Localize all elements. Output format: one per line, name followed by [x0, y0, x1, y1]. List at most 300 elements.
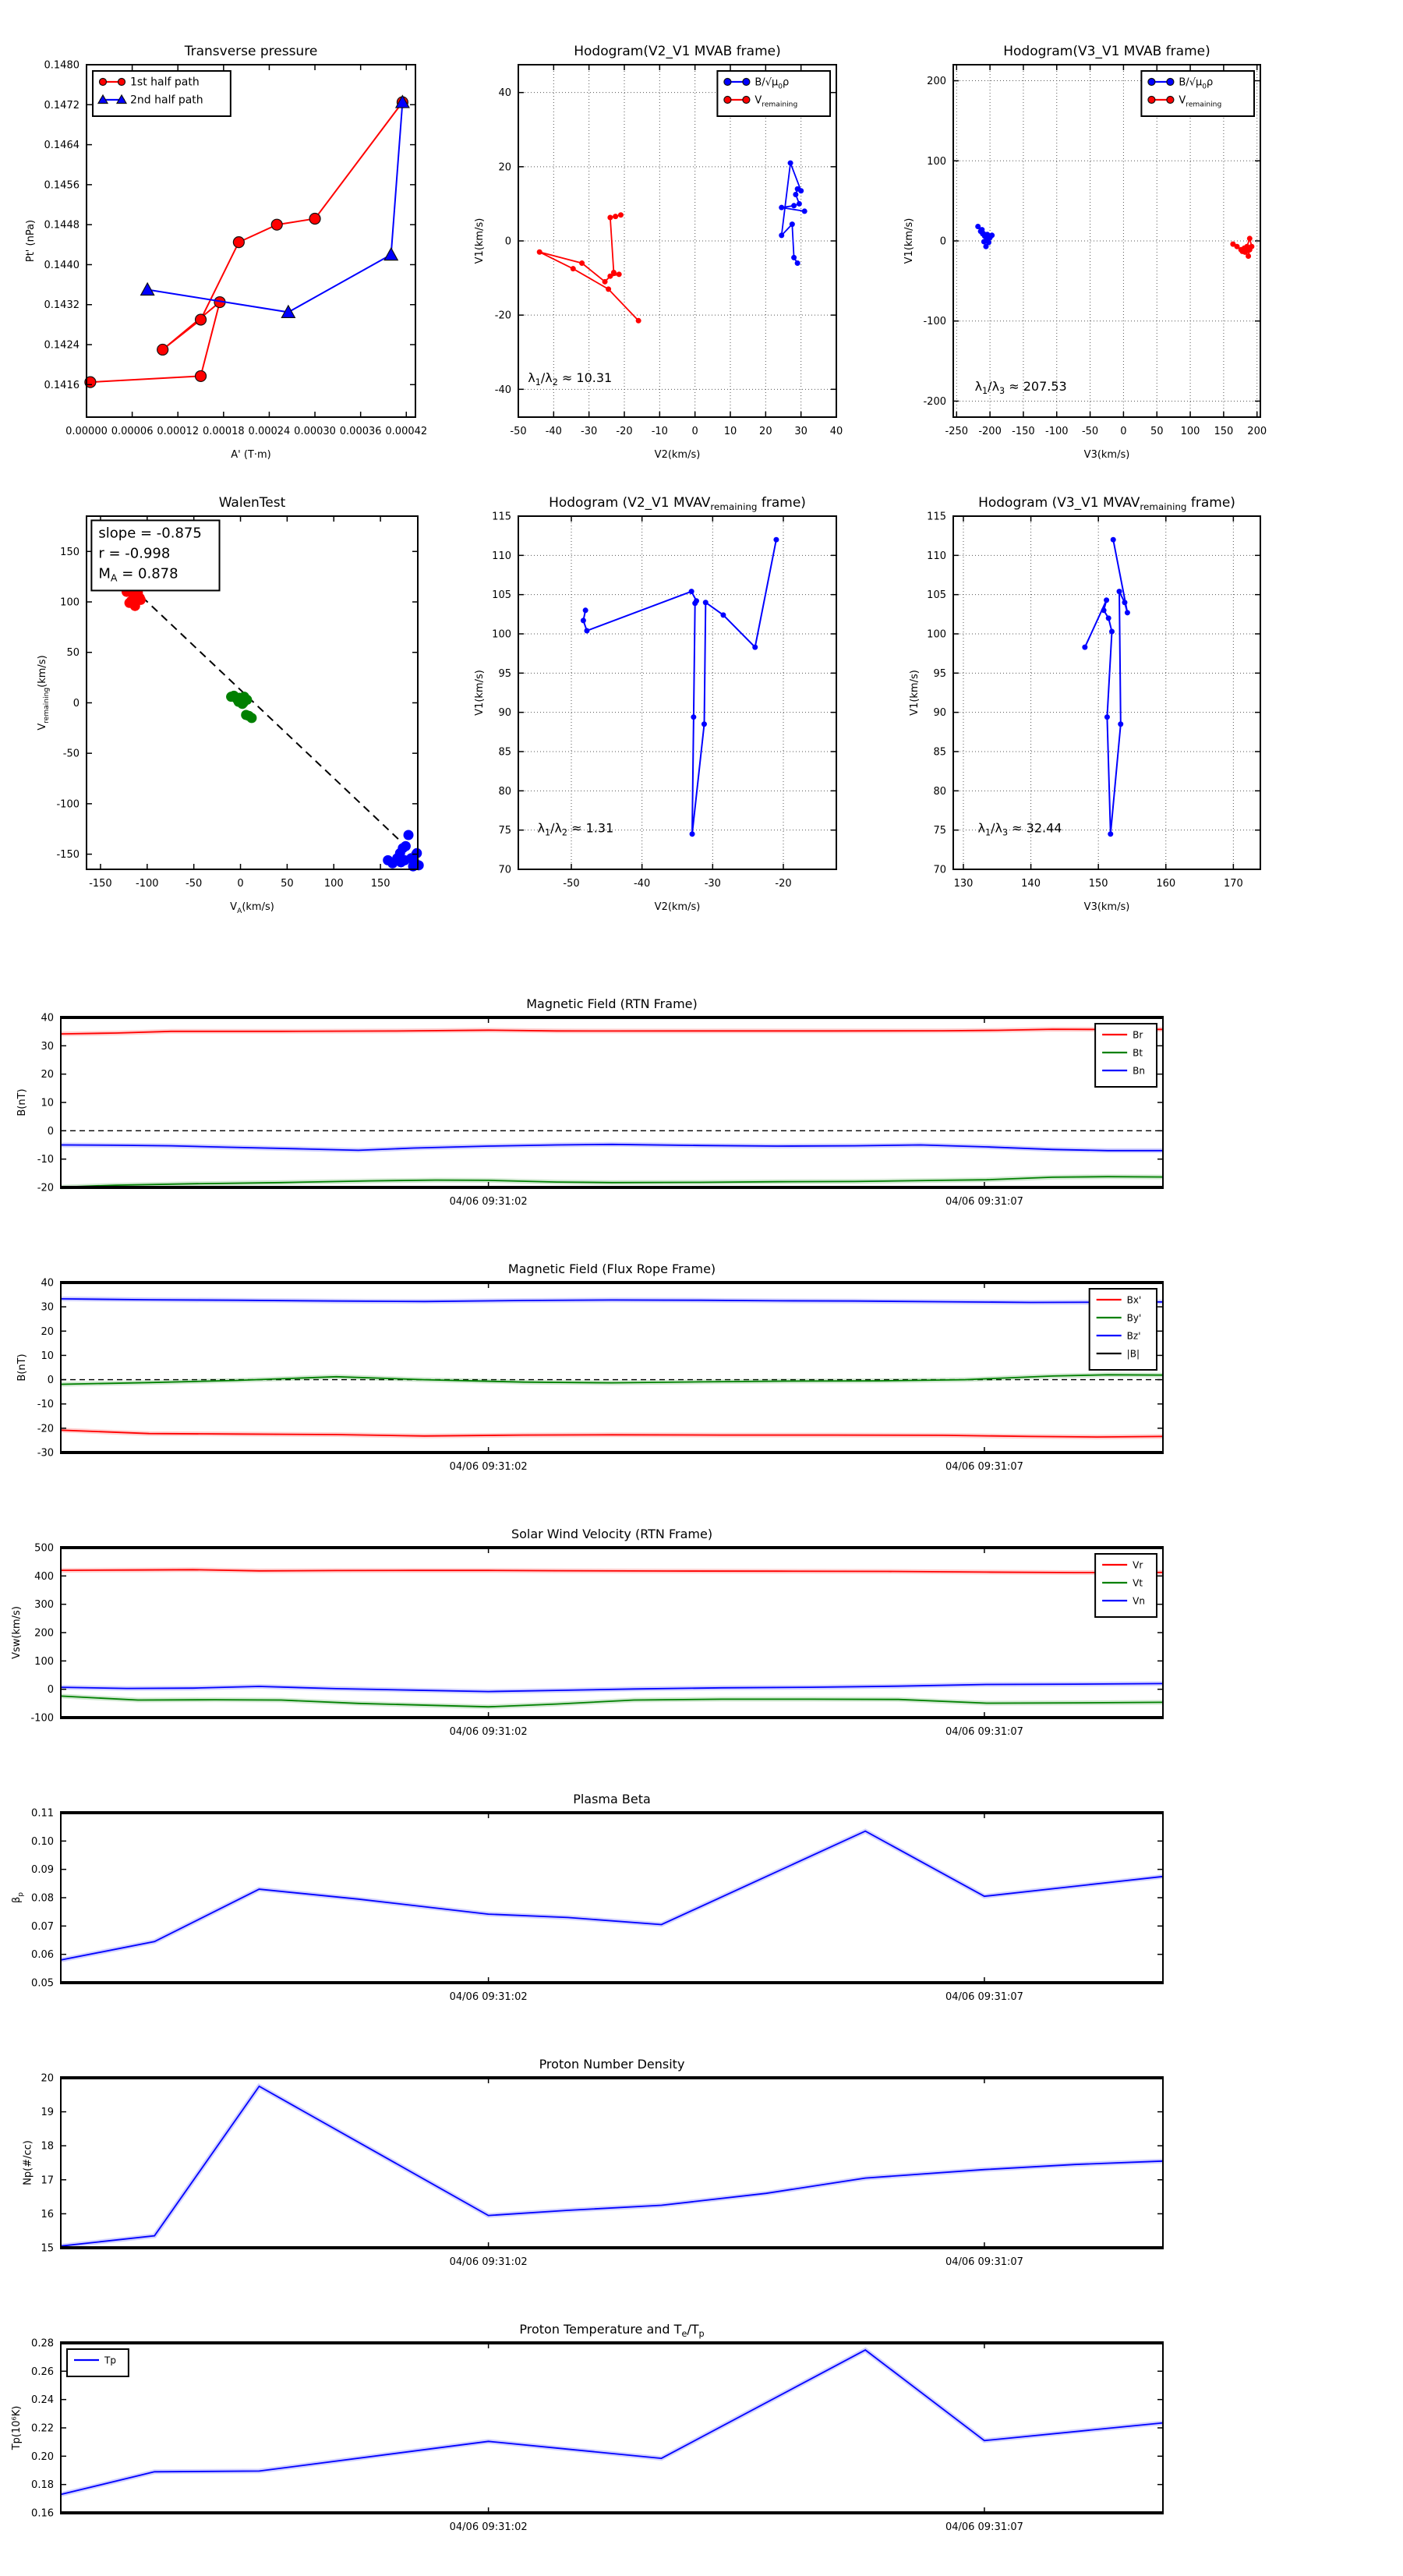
data-point-marker: [1148, 97, 1155, 104]
data-point-marker: [788, 161, 793, 166]
y-tick-label: 0.11: [31, 1807, 54, 1820]
data-point-marker: [797, 201, 802, 207]
x-tick-label: 200: [1247, 426, 1267, 437]
panel-hodogram-v2v1-mvav: [474, 495, 836, 913]
y-axis-label: V1(km/s): [474, 218, 486, 264]
y-tick-label: 80: [498, 785, 511, 798]
y-tick-label: -100: [56, 798, 80, 811]
data-point-marker: [607, 215, 613, 221]
x-tick-label: 50: [281, 878, 294, 890]
axes-frame: [61, 1813, 1163, 1983]
y-axis-label: Tp(10⁶K): [10, 2405, 23, 2450]
data-point-marker: [246, 713, 256, 723]
y-tick-label: 95: [498, 667, 511, 680]
x-tick-label: 0.00006: [111, 426, 154, 437]
y-tick-label: 100: [60, 596, 80, 609]
y-tick-label: 0.1424: [44, 339, 80, 352]
data-point-marker: [795, 186, 800, 192]
data-point-marker: [791, 203, 797, 208]
stats-line: slope = -0.875: [98, 525, 202, 542]
series-glow-beta-p: [61, 1831, 1163, 1960]
data-point-marker: [1239, 249, 1245, 254]
panel-title: Proton Temperature and $T_e/T_p$: [519, 2322, 705, 2339]
y-tick-label: 0: [47, 1684, 54, 1697]
data-point-marker: [1167, 79, 1174, 86]
y-tick-label: 19: [41, 2107, 54, 2119]
y-tick-label: 0: [47, 1375, 54, 1387]
x-tick-label: -50: [510, 426, 527, 437]
y-tick-label: 95: [933, 667, 946, 680]
x-tick-label: 04/06 09:31:02: [449, 1196, 528, 1208]
x-tick-label: 100: [1180, 426, 1200, 437]
y-tick-label: 115: [492, 511, 511, 523]
legend-label: 1st half path: [130, 76, 200, 89]
x-tick-label: 04/06 09:31:07: [945, 2256, 1023, 2268]
data-point-marker: [404, 830, 414, 840]
y-tick-label: 75: [933, 825, 946, 837]
x-axis-label: V3(km/s): [1083, 901, 1130, 913]
axes-frame: [518, 516, 836, 869]
x-tick-label: 0.00018: [202, 426, 245, 437]
series-V-path: [583, 540, 776, 833]
y-tick-label: 80: [933, 785, 946, 798]
data-point-marker: [720, 612, 726, 617]
data-point-marker: [1109, 628, 1115, 634]
data-point-marker: [981, 239, 987, 245]
data-point-marker: [743, 79, 750, 86]
data-point-marker: [791, 255, 797, 260]
axes-frame: [87, 65, 415, 417]
y-tick-label: 0.08: [31, 1892, 54, 1905]
legend: [1141, 71, 1254, 116]
y-tick-label: 0.1456: [44, 179, 80, 192]
data-point-marker: [239, 698, 249, 708]
y-tick-label: 85: [933, 746, 946, 759]
y-tick-label: 0.10: [31, 1835, 54, 1848]
y-tick-label: 30: [41, 1040, 54, 1053]
y-tick-label: 0.1416: [44, 379, 80, 391]
axes-frame: [61, 2343, 1163, 2513]
series-V-path: [1085, 540, 1128, 833]
axes-frame: [953, 516, 1260, 869]
y-tick-label: 20: [41, 2072, 54, 2085]
y-tick-label: 0.1440: [44, 259, 80, 271]
data-point-marker: [309, 213, 320, 224]
y-tick-label: 10: [41, 1097, 54, 1109]
x-tick-label: 0: [1120, 426, 1127, 437]
x-tick-label: -150: [89, 878, 112, 890]
data-point-marker: [571, 266, 576, 271]
data-point-marker: [384, 248, 398, 260]
y-axis-label: V1(km/s): [903, 218, 915, 264]
x-tick-label: 0.00024: [248, 426, 291, 437]
panel-title: Hodogram(V3_V1 MVAB frame): [1003, 44, 1210, 59]
x-tick-label: -50: [563, 878, 580, 890]
x-tick-label: 04/06 09:31:07: [945, 1991, 1023, 2003]
panel-title: Magnetic Field (RTN Frame): [526, 996, 698, 1011]
panel-hodogram-v3v1-mvav: [909, 495, 1260, 913]
y-tick-label: 100: [927, 155, 946, 168]
legend: [717, 71, 830, 116]
series-Np: [61, 2086, 1163, 2246]
data-point-marker: [802, 208, 808, 214]
y-tick-label: 70: [498, 864, 511, 876]
y-tick-label: -30: [37, 1447, 54, 1460]
x-tick-label: 04/06 09:31:07: [945, 1196, 1023, 1208]
panel-title: Solar Wind Velocity (RTN Frame): [511, 1527, 713, 1541]
y-tick-label: 500: [34, 1542, 54, 1555]
data-point-marker: [690, 831, 695, 837]
data-point-marker: [1108, 831, 1113, 837]
legend-label: $V_{remaining}$: [1179, 94, 1222, 109]
panel-title: Hodogram(V2_V1 MVAB frame): [574, 44, 781, 59]
y-tick-label: 0.1448: [44, 219, 80, 232]
x-tick-label: 150: [370, 878, 391, 890]
data-point-marker: [617, 271, 622, 277]
legend-label: Vn: [1133, 1595, 1145, 1607]
x-tick-label: 0.00012: [157, 426, 200, 437]
legend-box: [1095, 1554, 1157, 1617]
x-tick-label: -50: [186, 878, 203, 890]
x-tick-label: -200: [978, 426, 1002, 437]
panel-title: Magnetic Field (Flux Rope Frame): [507, 1261, 716, 1276]
legend-label: Br: [1133, 1029, 1143, 1041]
x-tick-label: 100: [323, 878, 344, 890]
legend-label: Bz': [1126, 1330, 1141, 1342]
y-tick-label: -20: [37, 1423, 54, 1435]
legend-label: Vt: [1133, 1577, 1143, 1589]
panel-proton-number-density: [22, 2057, 1164, 2268]
y-tick-label: 110: [492, 550, 511, 562]
data-point-marker: [984, 232, 990, 237]
data-point-marker: [1125, 610, 1130, 615]
data-point-marker: [1101, 607, 1107, 613]
legend-label: $V_{remaining}$: [755, 94, 798, 109]
x-tick-label: -40: [545, 426, 562, 437]
data-point-marker: [979, 227, 984, 232]
legend-label: $B/√\mu_0\rho$: [1179, 76, 1214, 91]
data-point-marker: [401, 841, 411, 851]
y-tick-label: 40: [498, 87, 511, 100]
x-tick-label: -50: [1081, 426, 1099, 437]
y-tick-label: 0.24: [31, 2394, 54, 2407]
lambda-ratio-annotation: $\lambda_1/\lambda_2 \approx 1.31$: [537, 820, 614, 838]
data-point-marker: [1111, 537, 1116, 543]
y-tick-label: 0.1432: [44, 299, 80, 312]
data-point-marker: [606, 286, 611, 292]
data-point-marker: [271, 219, 282, 230]
y-tick-label: -20: [494, 310, 511, 322]
y-tick-label: 0.16: [31, 2507, 54, 2520]
data-point-marker: [1104, 597, 1109, 603]
data-point-marker: [581, 617, 586, 623]
data-point-marker: [752, 645, 758, 650]
data-point-marker: [1118, 721, 1123, 727]
data-point-marker: [583, 607, 588, 613]
y-tick-label: 105: [927, 589, 946, 602]
y-tick-label: 0: [504, 235, 511, 248]
data-point-marker: [100, 79, 107, 86]
y-tick-label: -20: [37, 1182, 54, 1194]
data-point-marker: [233, 237, 244, 248]
y-tick-label: 20: [41, 1325, 54, 1338]
y-tick-label: 75: [498, 825, 511, 837]
y-tick-label: 0.09: [31, 1864, 54, 1877]
panel-title: Proton Number Density: [539, 2057, 685, 2072]
y-tick-label: 110: [927, 550, 946, 562]
x-tick-label: 150: [1088, 878, 1108, 890]
legend: [93, 71, 231, 116]
data-point-marker: [1106, 615, 1111, 621]
y-tick-label: 17: [41, 2174, 54, 2187]
x-tick-label: 150: [1214, 426, 1234, 437]
data-point-marker: [790, 221, 795, 227]
y-tick-label: -100: [30, 1712, 54, 1725]
y-axis-label: $\beta_p$: [10, 1891, 25, 1904]
data-point-marker: [1247, 235, 1253, 241]
panel-plasma-beta: [11, 1792, 1164, 2003]
y-tick-label: 105: [492, 589, 511, 602]
panel-transverse-pressure: [25, 44, 427, 461]
y-tick-label: -200: [923, 395, 946, 408]
y-tick-label: 20: [498, 161, 511, 174]
panel-proton-temperature: [11, 2322, 1164, 2533]
data-point-marker: [412, 848, 422, 858]
data-point-marker: [1245, 248, 1250, 253]
y-axis-label: B(nT): [16, 1353, 29, 1382]
axes-frame: [61, 1017, 1163, 1187]
data-point-marker: [618, 212, 624, 218]
x-tick-label: -100: [1045, 426, 1069, 437]
legend-label: Tp: [104, 2355, 116, 2366]
y-tick-label: 150: [60, 546, 80, 558]
x-tick-label: 10: [723, 426, 737, 437]
data-point-marker: [636, 318, 641, 324]
y-tick-label: 40: [41, 1012, 54, 1024]
y-tick-label: 0.06: [31, 1949, 54, 1962]
x-tick-label: 130: [953, 878, 974, 890]
lambda-ratio-annotation: $\lambda_1/\lambda_3 \approx 32.44$: [977, 820, 1062, 838]
data-point-marker: [779, 205, 784, 211]
data-point-marker: [1167, 97, 1174, 104]
y-tick-label: 0.26: [31, 2365, 54, 2378]
x-axis-label: $V_A(km/s)$: [230, 901, 274, 915]
y-axis-label: V1(km/s): [474, 670, 486, 716]
y-tick-label: 15: [41, 2242, 54, 2255]
data-point-marker: [692, 600, 698, 606]
y-tick-label: -50: [62, 748, 80, 760]
panel-title: Transverse pressure: [184, 44, 318, 59]
lambda-ratio-annotation: $\lambda_1/\lambda_2 \approx 10.31$: [528, 370, 613, 387]
data-point-marker: [157, 344, 168, 355]
data-point-marker: [1117, 589, 1122, 594]
data-point-marker: [724, 97, 731, 104]
y-tick-label: 100: [927, 628, 946, 641]
y-tick-label: 0.07: [31, 1920, 54, 1933]
y-tick-label: 0.18: [31, 2479, 54, 2492]
data-point-marker: [135, 593, 145, 603]
y-tick-label: 20: [41, 1069, 54, 1081]
legend-label: |B|: [1126, 1348, 1140, 1360]
x-axis-label: A' (T·m): [231, 449, 271, 461]
series-B-over-sqrt-mu0rho: [782, 163, 804, 263]
y-tick-label: -150: [56, 849, 80, 862]
lambda-ratio-annotation: $\lambda_1/\lambda_3 \approx 207.53$: [974, 379, 1067, 397]
x-tick-label: 0.00042: [385, 426, 428, 437]
panel-magnetic-field-rtn: [16, 996, 1164, 1208]
y-tick-label: 85: [498, 746, 511, 759]
data-point-marker: [702, 721, 707, 727]
data-point-marker: [703, 600, 709, 605]
data-point-marker: [1122, 600, 1127, 605]
x-tick-label: -250: [945, 426, 969, 437]
legend: [1090, 1289, 1157, 1370]
panel-solar-wind-velocity-rtn: [11, 1527, 1164, 1738]
y-tick-label: 90: [933, 707, 946, 720]
legend-label: Bx': [1126, 1294, 1142, 1306]
y-tick-label: 0.1464: [44, 140, 80, 152]
y-tick-label: 300: [34, 1599, 54, 1612]
y-tick-label: 18: [41, 2140, 54, 2153]
y-tick-label: -10: [37, 1399, 54, 1411]
y-axis-label: $V_{remaining}(km/s)$: [36, 655, 51, 731]
axes-frame: [61, 2078, 1163, 2248]
x-tick-label: -150: [1012, 426, 1035, 437]
data-point-marker: [743, 97, 750, 104]
legend-label: By': [1126, 1312, 1142, 1324]
y-axis-label: Pt' (nPa): [25, 219, 37, 263]
y-tick-label: 0: [939, 235, 946, 248]
panel-walen-test: [37, 495, 424, 915]
data-point-marker: [613, 214, 618, 219]
data-point-marker: [795, 260, 800, 266]
axes-frame: [61, 1283, 1163, 1453]
x-tick-label: -30: [704, 878, 721, 890]
x-tick-label: 0.00000: [65, 426, 108, 437]
data-point-marker: [603, 279, 608, 285]
x-tick-label: 04/06 09:31:02: [449, 2521, 528, 2533]
y-tick-label: 0.22: [31, 2422, 54, 2435]
x-axis-label: V2(km/s): [654, 449, 701, 461]
data-point-marker: [1104, 714, 1110, 720]
x-tick-label: 0.00036: [339, 426, 382, 437]
y-axis-label: B(nT): [16, 1088, 29, 1116]
x-tick-label: 04/06 09:31:02: [449, 1726, 528, 1738]
legend-box: [1095, 1024, 1157, 1087]
x-tick-label: -30: [581, 426, 598, 437]
legend-label: Bn: [1133, 1065, 1145, 1077]
y-axis-label: Vsw(km/s): [10, 1606, 23, 1659]
x-tick-label: 30: [794, 426, 808, 437]
y-tick-label: 0.1480: [44, 59, 80, 72]
x-tick-label: 140: [1021, 878, 1041, 890]
y-tick-label: 0: [72, 697, 80, 709]
panel-title: Hodogram (V2_V1 $MVAV_{remaining}$ frame): [549, 495, 806, 512]
y-tick-label: 115: [927, 511, 946, 523]
x-tick-label: -40: [634, 878, 651, 890]
data-point-marker: [1082, 645, 1087, 650]
y-axis-label: Np(#/cc): [22, 2140, 34, 2185]
y-tick-label: 10: [41, 1350, 54, 1362]
y-tick-label: 0: [47, 1125, 54, 1138]
data-point-marker: [118, 79, 125, 86]
x-axis-label: V3(km/s): [1083, 449, 1130, 461]
data-point-marker: [779, 232, 784, 238]
series-glow-Np: [61, 2086, 1163, 2246]
data-point-marker: [196, 370, 207, 381]
data-point-marker: [1148, 79, 1155, 86]
data-point-marker: [1249, 244, 1254, 249]
data-point-marker: [141, 283, 154, 295]
y-axis-label: V1(km/s): [909, 670, 921, 716]
panel-title: WalenTest: [218, 495, 286, 511]
x-tick-label: -20: [775, 878, 792, 890]
series-glow-Bt: [61, 1177, 1163, 1187]
x-tick-label: 40: [829, 426, 843, 437]
data-point-marker: [691, 714, 696, 720]
panel-hodogram-v3v1-mvab: [903, 44, 1267, 461]
data-point-marker: [396, 857, 406, 867]
legend-label: Bt: [1133, 1047, 1143, 1059]
y-tick-label: 200: [34, 1627, 54, 1640]
stats-line: r = -0.998: [98, 545, 171, 562]
data-point-marker: [689, 589, 694, 594]
stats-line: $M_A = 0.878$: [98, 565, 178, 584]
x-tick-label: 04/06 09:31:07: [945, 1461, 1023, 1473]
panel-title: Plasma Beta: [573, 1792, 651, 1806]
y-tick-label: 200: [927, 76, 946, 88]
x-tick-label: 0.00030: [294, 426, 336, 437]
data-point-marker: [584, 628, 589, 633]
y-tick-label: -10: [37, 1154, 54, 1166]
data-point-marker: [579, 260, 585, 266]
y-tick-label: 400: [34, 1570, 54, 1583]
data-point-marker: [724, 79, 731, 86]
y-tick-label: 0.1472: [44, 99, 80, 111]
data-point-marker: [793, 192, 798, 197]
y-tick-label: 40: [41, 1277, 54, 1290]
x-tick-label: 04/06 09:31:02: [449, 1991, 528, 2003]
x-tick-label: 170: [1223, 878, 1243, 890]
data-point-marker: [773, 537, 779, 543]
data-point-marker: [607, 274, 613, 279]
x-tick-label: 04/06 09:31:07: [945, 2521, 1023, 2533]
legend-label: Vr: [1133, 1559, 1143, 1571]
data-point-marker: [986, 240, 991, 246]
x-tick-label: 04/06 09:31:02: [449, 2256, 528, 2268]
y-tick-label: 16: [41, 2208, 54, 2220]
data-point-marker: [196, 314, 207, 325]
x-tick-label: 0: [691, 426, 698, 437]
legend-label: $B/√\mu_0\rho$: [755, 76, 790, 91]
legend: [1095, 1554, 1157, 1617]
y-tick-label: 100: [492, 628, 511, 641]
data-point-marker: [537, 249, 542, 255]
x-tick-label: -10: [651, 426, 668, 437]
legend-label: 2nd half path: [130, 94, 203, 107]
x-tick-label: 04/06 09:31:02: [449, 1461, 528, 1473]
series-2nd-half-path: [147, 102, 402, 312]
x-tick-label: 50: [1150, 426, 1164, 437]
panel-title: Hodogram (V3_V1 $MVAV_{remaining}$ frame): [978, 495, 1235, 512]
y-tick-label: -100: [923, 316, 946, 328]
panel-magnetic-field-flux-rope: [16, 1261, 1164, 1473]
series-glow-Tp: [61, 2350, 1163, 2494]
legend: [67, 2349, 129, 2376]
x-tick-label: 0: [237, 878, 244, 890]
y-tick-label: 30: [41, 1301, 54, 1314]
panel-hodogram-v2v1-mvab: [474, 44, 843, 461]
